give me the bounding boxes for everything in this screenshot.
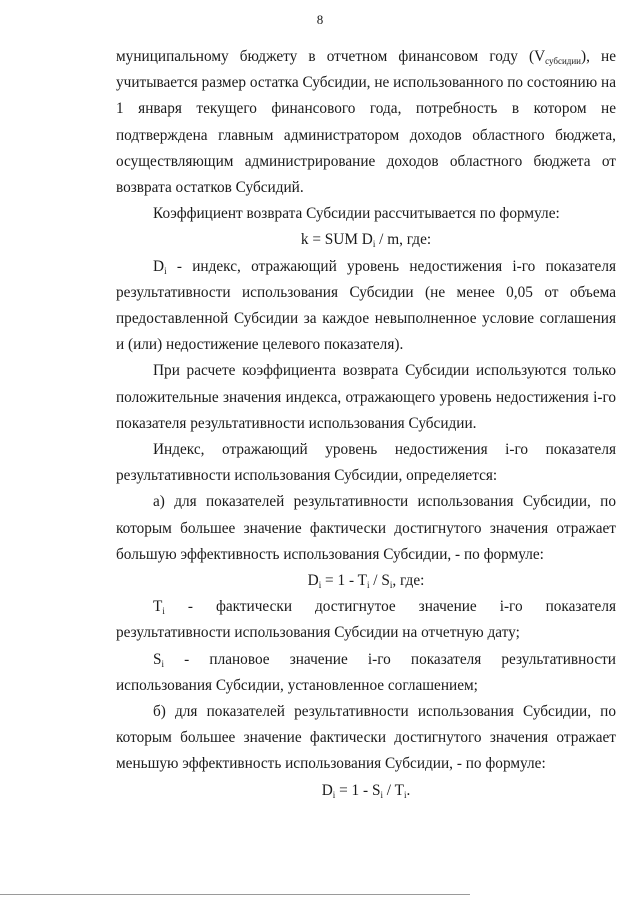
paragraph-text: S	[153, 650, 162, 668]
paragraph-si-definition	[116, 647, 616, 699]
formula-text: / S	[369, 572, 390, 590]
paragraph-ti-definition	[116, 594, 616, 646]
paragraph-text: D	[153, 257, 165, 275]
subscript: i	[161, 658, 165, 669]
paragraph-text: T	[153, 598, 163, 616]
paragraph-text: ), не учитывается размер остатка Субсидии, не использованного по состоянию на 1 января текущего финансового года, потребность в котором не подтверждена главным администратором доходов областного бюджета, осуществляющим администрирование доходов областного бюджета от возврата остатков Субсидий.	[116, 48, 617, 197]
formula-text: D	[307, 572, 319, 590]
formula-di-b	[116, 778, 616, 804]
paragraph-text: муниципальному бюджету в отчетном финансовом году (V	[116, 48, 546, 65]
paragraph-text: - плановое значение i-го показателя результативности использования Субсидии, установленное соглашением;	[116, 650, 616, 694]
subscript: i	[332, 789, 336, 800]
subscript: i	[372, 239, 376, 250]
document-body	[116, 44, 616, 804]
formula-text: k = SUM D	[300, 231, 373, 249]
subscript: i	[380, 789, 383, 800]
formula-text: / m, где:	[375, 231, 432, 249]
scan-edge-line	[0, 894, 470, 895]
paragraph-positive-values: При расчете коэффициента возврата Субсидии используются только положительные значения индекса, отражающего уровень недостижения i-го показателя результативности использования Субсидии.	[116, 362, 616, 432]
subscript: субсидии	[545, 56, 581, 66]
formula-text: .	[406, 781, 411, 799]
page-number: 8	[316, 12, 324, 27]
formula-text: = 1 - T	[321, 572, 367, 590]
paragraph-di-definition	[116, 254, 616, 359]
paragraph-coefficient-intro: Коэффициент возврата Субсидии рассчитывается по формуле:	[153, 205, 560, 223]
subscript: i	[162, 606, 165, 617]
paragraph-subsidy-remainder	[116, 44, 616, 201]
formula-di-a	[116, 568, 616, 594]
formula-k	[116, 227, 616, 253]
subscript: i	[403, 789, 407, 800]
paragraph-text: - индекс, отражающий уровень недостижения i-го показателя результативности использования Субсидии (не менее 0,05 от объема предоставленной Субсидии за каждое невыполненное условие соглашения и (или) недостижение целевого показателя).	[116, 257, 616, 354]
subscript: i	[366, 580, 370, 591]
paragraph-text: - фактически достигнутое значение i-го показателя результативности использования Субсидии на отчетную дату;	[116, 598, 616, 642]
paragraph-case-b: б) для показателей результативности использования Субсидии, по которым большее значение фактически достигнутого значения отражает меньшую эффективность использования Субсидии, - по формуле:	[116, 703, 616, 773]
formula-text: = 1 - S	[335, 781, 381, 799]
subscript: i	[389, 580, 393, 591]
paragraph-index-determined: Индекс, отражающий уровень недостижения i-го показателя результативности использования Субсидии, определяется:	[116, 441, 616, 485]
formula-text: / T	[382, 781, 404, 799]
subscript: i	[318, 580, 322, 591]
paragraph-case-a: а) для показателей результативности использования Субсидии, по которым большее значение фактически достигнутого значения отражает большую эффективность использования Субсидии, - по формуле:	[116, 493, 616, 563]
formula-text: , где:	[392, 572, 425, 590]
subscript: i	[164, 265, 167, 276]
formula-text: D	[321, 781, 333, 799]
